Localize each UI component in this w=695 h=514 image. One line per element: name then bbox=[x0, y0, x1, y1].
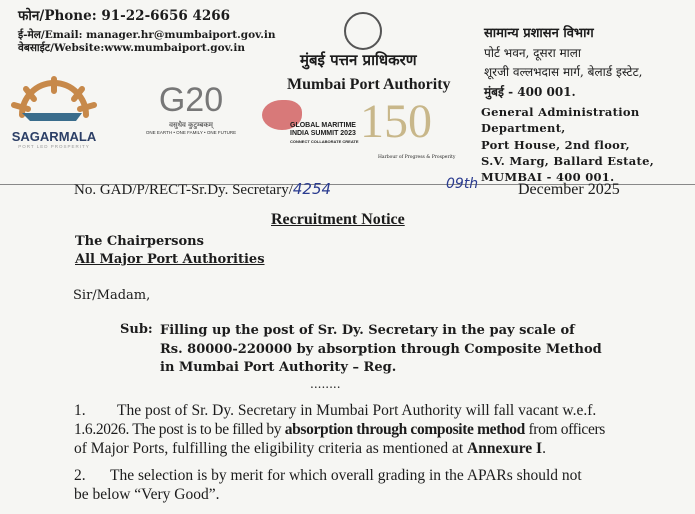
ship-wheel-icon bbox=[8, 75, 100, 125]
paragraph-line: 1.6.2026. The post is to be filled by absorption through composite method from officers bbox=[74, 421, 605, 438]
anniversary-tag: Harbour of Progress & Prosperity bbox=[378, 155, 456, 160]
reference-number: No. GAD/P/RECT-Sr.Dy. Secretary/4254 bbox=[74, 180, 332, 198]
paragraph-line: The selection is by merit for which overall grading in the APARs should not bbox=[110, 467, 582, 484]
dept-hindi: सामान्य प्रशासन विभाग पोर्ट भवन, दूसरा माला शूरजी वल्लभदास मार्ग, बेलार्ड इस्टेट, मुंबई - 400 001. bbox=[484, 26, 643, 99]
email[interactable]: ई-मेल/Email: manager.hr@mumbaiport.gov.in bbox=[18, 29, 276, 41]
dept-english: General Administration Department, Port House, 2nd floor, S.V. Marg, Ballard Estate, MUMBAI - 400 001. bbox=[481, 105, 655, 185]
paragraph-line: be below “Very Good”. bbox=[74, 486, 220, 503]
addressee-line: All Major Port Authorities bbox=[75, 252, 265, 267]
paragraph-line: of Major Ports, fulfilling the eligibility criteria as mentioned at Annexure I. bbox=[74, 440, 546, 457]
addressee-line: The Chairpersons bbox=[75, 234, 204, 249]
paragraph-line: The post of Sr. Dy. Secretary in Mumbai Port Authority will fall vacant w.e.f. bbox=[117, 402, 597, 419]
seal-icon bbox=[344, 12, 382, 50]
gmis-logo: GLOBAL MARITIME INDIA SUMMIT 2023 CONNECT COLLABORATE CREATE bbox=[290, 122, 359, 144]
page-title: Recruitment Notice bbox=[271, 211, 405, 228]
org-name-hindi: मुंबई पत्तन प्राधिकरण bbox=[300, 51, 417, 69]
handwritten-day: 09th bbox=[446, 176, 479, 192]
phone: फोन/Phone: 91-22-6656 4266 bbox=[18, 8, 231, 24]
org-name-english: Mumbai Port Authority bbox=[287, 76, 451, 93]
subject-label: Sub: bbox=[120, 322, 153, 337]
g20-logo: G20 वसुधैव कुटुम्बकम् ONE EARTH • ONE FAMILY • ONE FUTURE bbox=[145, 81, 237, 135]
paragraph-number: 2. bbox=[74, 467, 86, 484]
subject-text: Filling up the post of Sr. Dy. Secretary in the pay scale of Rs. 80000-220000 by absorption through Composite Method in Mumbai Port Authority – Reg. bbox=[160, 323, 602, 375]
sagarmala-logo: SAGARMALA PORT LED PROSPERITY bbox=[8, 75, 100, 155]
date: December 2025 bbox=[518, 181, 620, 198]
paragraph-number: 1. bbox=[74, 402, 86, 419]
anniversary-150: 150 bbox=[360, 95, 432, 148]
salutation: Sir/Madam, bbox=[73, 288, 151, 303]
website[interactable]: वेबसाईट/Website:www.mumbaiport.gov.in bbox=[18, 42, 245, 54]
separator-dots: ........ bbox=[310, 377, 341, 391]
